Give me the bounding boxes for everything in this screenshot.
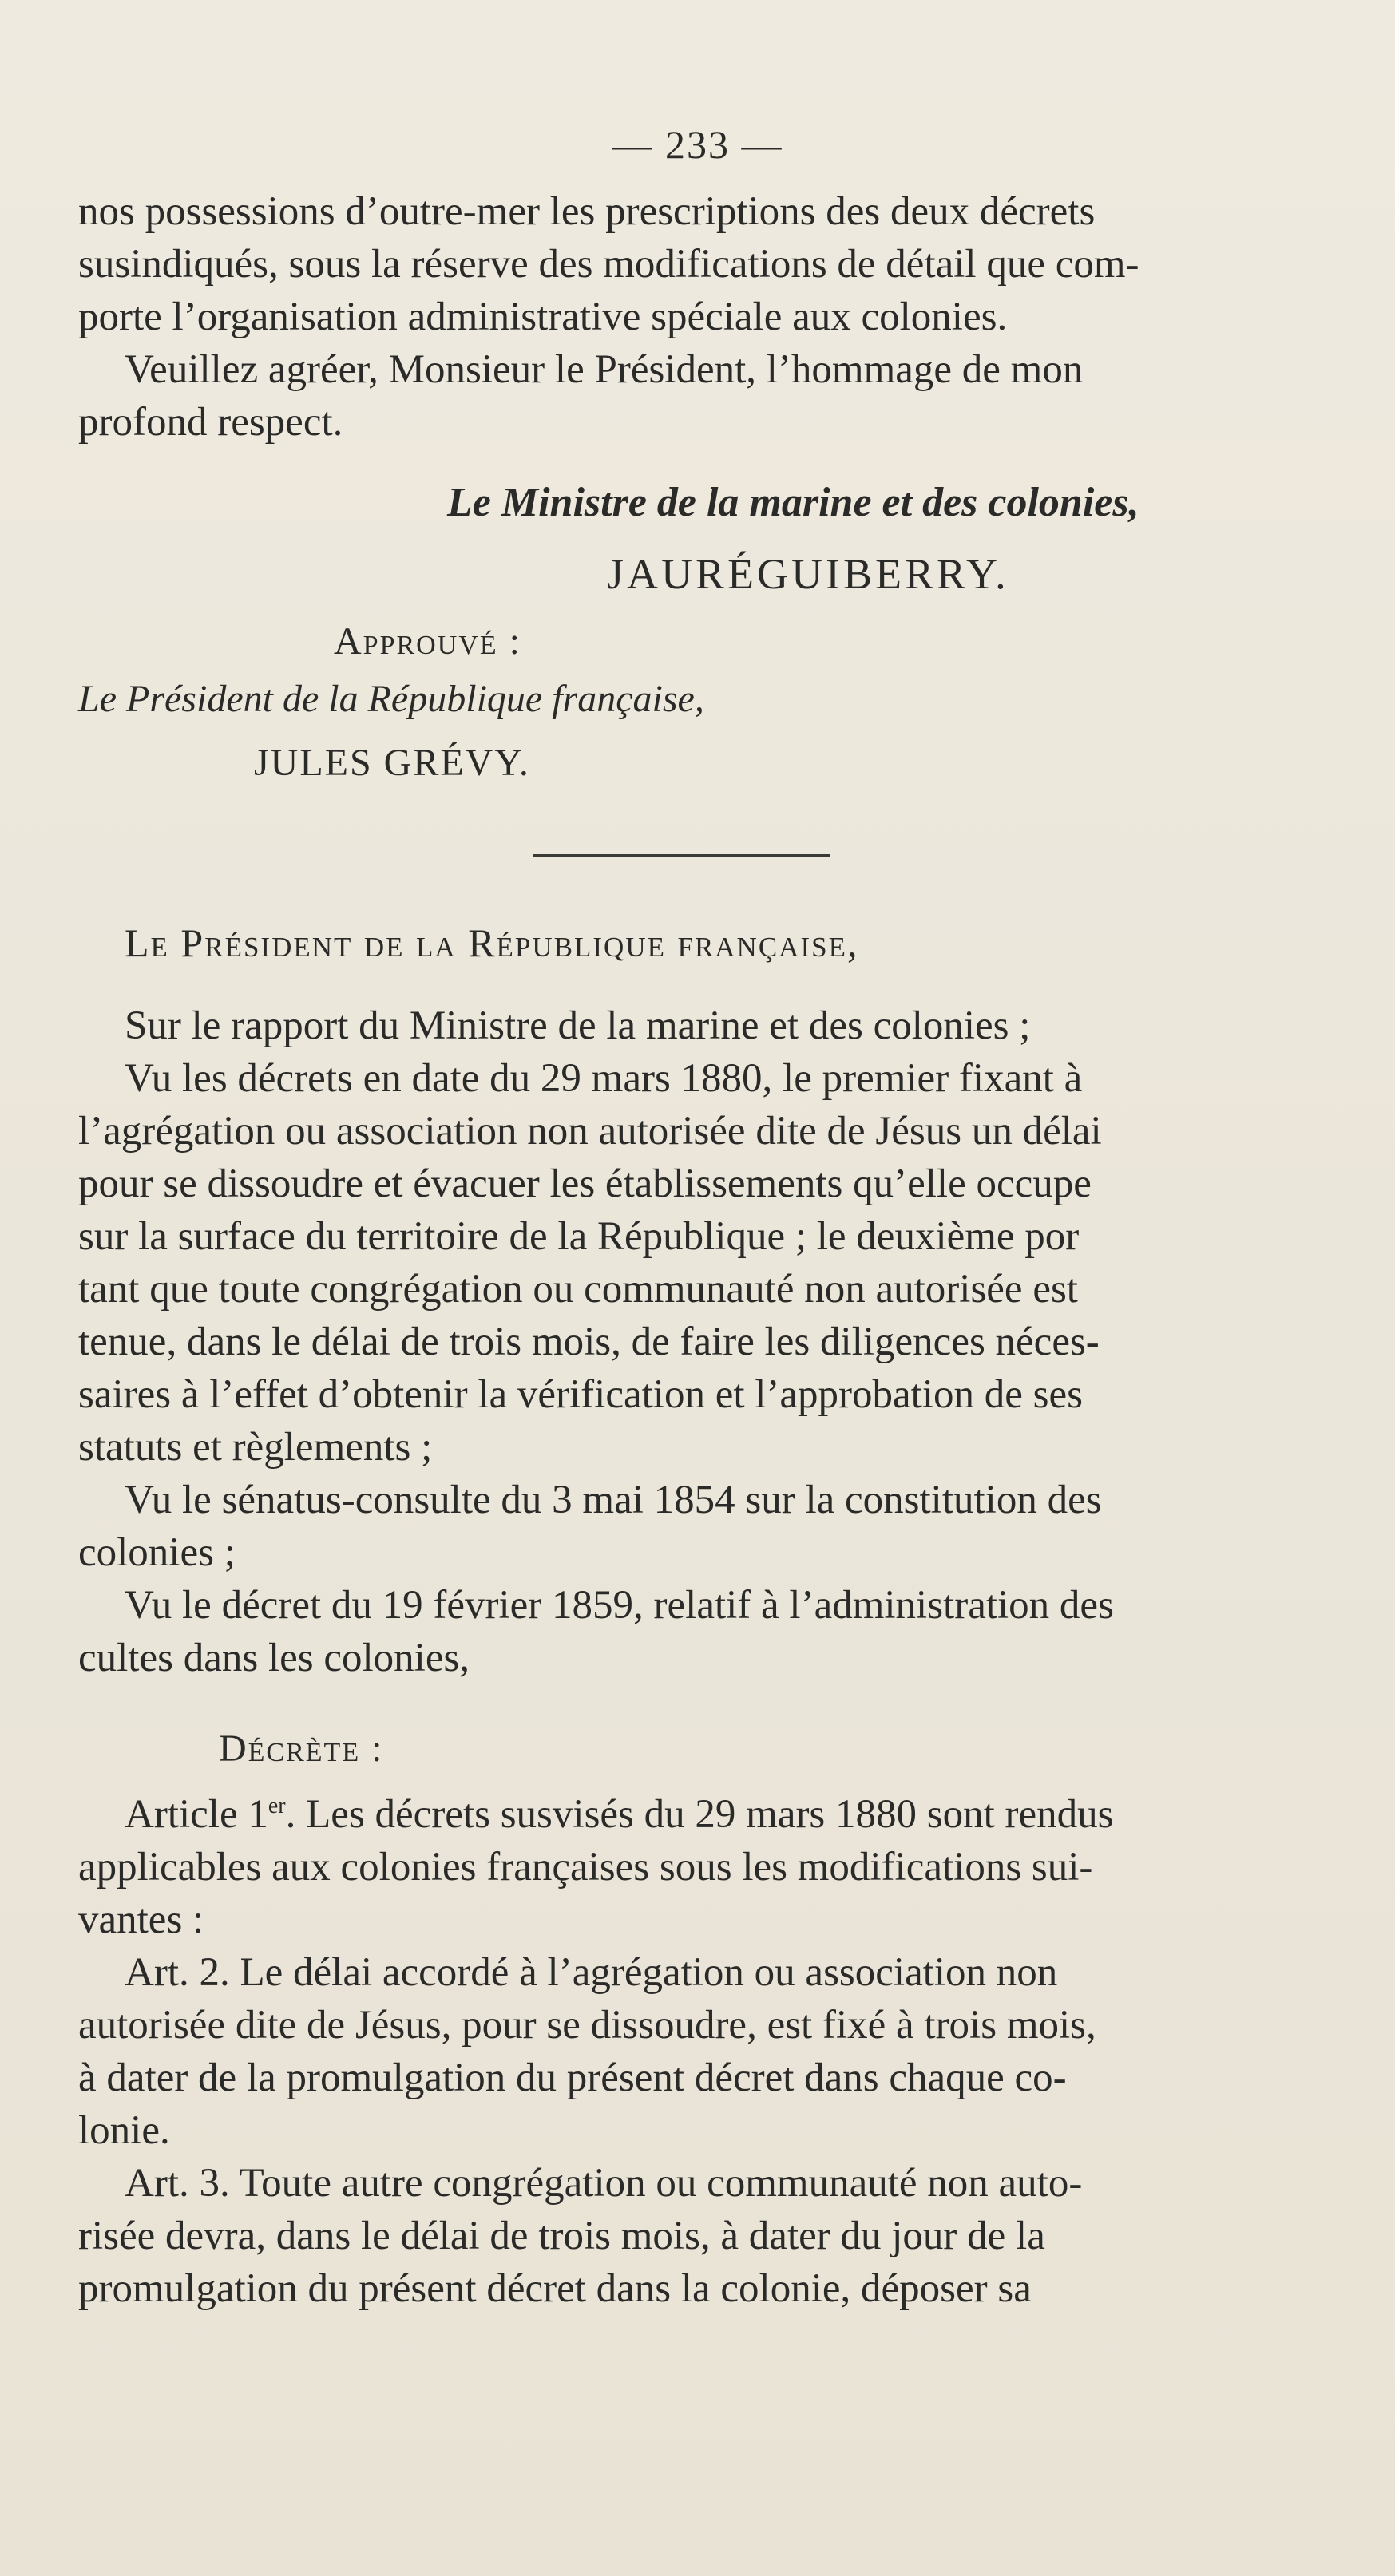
text-line: l’agrégation ou association non autorisée dite de Jésus un délai xyxy=(78,1109,1102,1153)
text-line: lonie. xyxy=(78,2108,170,2153)
president-title: Le Président de la République française, xyxy=(78,678,704,720)
president-name: JULES GRÉVY. xyxy=(254,742,530,784)
text-line: saires à l’effet d’obtenir la vérification et l’approbation de ses xyxy=(78,1372,1083,1417)
continuation-paragraph xyxy=(78,185,1281,343)
article-1-line xyxy=(78,1788,1281,1841)
text-line: sur la surface du territoire de la République ; le deuxième por xyxy=(78,1214,1080,1259)
text-line: applicables aux colonies françaises sous les modifications sui- xyxy=(78,1845,1093,1889)
text-line: tenue, dans le délai de trois mois, de faire les diligences néces- xyxy=(78,1320,1100,1364)
text-line: colonies ; xyxy=(78,1530,236,1575)
text-line: profond respect. xyxy=(78,400,343,445)
minister-title: Le Ministre de la marine et des colonies, xyxy=(447,480,1139,525)
text-line: Art. 3. Toute autre congrégation ou communauté non auto- xyxy=(125,2161,1083,2206)
text-line: Vu le sénatus-consulte du 3 mai 1854 sur la constitution des xyxy=(125,1478,1102,1522)
text-line: Vu les décrets en date du 29 mars 1880, le premier fixant à xyxy=(125,1056,1083,1101)
article-1-rest: . Les décrets susvisés du 29 mars 1880 sont rendus xyxy=(285,1792,1114,1837)
decree-considerations xyxy=(78,999,1281,1684)
minister-name: JAURÉGUIBERRY. xyxy=(607,550,1009,598)
text-line: vantes : xyxy=(78,1897,204,1942)
text-line: Veuillez agréer, Monsieur le Président, l’hommage de mon xyxy=(125,347,1084,392)
article-1-prefix: Article 1 xyxy=(125,1792,268,1837)
text-line: promulgation du présent décret dans la colonie, déposer sa xyxy=(78,2266,1032,2311)
text-line: risée devra, dans le délai de trois mois, à dater du jour de la xyxy=(78,2214,1045,2258)
decree-articles xyxy=(78,1788,1281,2315)
approval-label: Approuvé : xyxy=(334,620,521,663)
text-line: Sur le rapport du Ministre de la marine et des colonies ; xyxy=(125,1003,1031,1048)
text-line: cultes dans les colonies, xyxy=(78,1636,470,1680)
text-line: à dater de la promulgation du présent décret dans chaque co- xyxy=(78,2056,1067,2100)
closing-paragraph xyxy=(78,343,1281,449)
text-line: porte l’organisation administrative spéciale aux colonies. xyxy=(78,295,1008,339)
article-1-sup: er xyxy=(268,1794,286,1818)
text-line: Art. 2. Le délai accordé à l’agrégation ou association non xyxy=(125,1950,1058,1995)
decree-heading: Le Président de la République française, xyxy=(125,920,859,965)
text-line: pour se dissoudre et évacuer les établissements qu’elle occupe xyxy=(78,1161,1092,1206)
text-line: statuts et règlements ; xyxy=(78,1425,433,1470)
text-line: tant que toute congrégation ou communauté non autorisée est xyxy=(78,1267,1078,1312)
section-divider xyxy=(533,854,830,857)
text-line: susindiqués, sous la réserve des modifications de détail que com- xyxy=(78,242,1139,287)
text-line: nos possessions d’outre-mer les prescriptions des deux décrets xyxy=(78,189,1096,234)
text-line: autorisée dite de Jésus, pour se dissoudre, est fixé à trois mois, xyxy=(78,2003,1096,2048)
text-line: Vu le décret du 19 février 1859, relatif à l’administration des xyxy=(125,1583,1114,1628)
page-number: — 233 — xyxy=(612,122,783,167)
decrees-label: Décrète : xyxy=(219,1727,384,1770)
